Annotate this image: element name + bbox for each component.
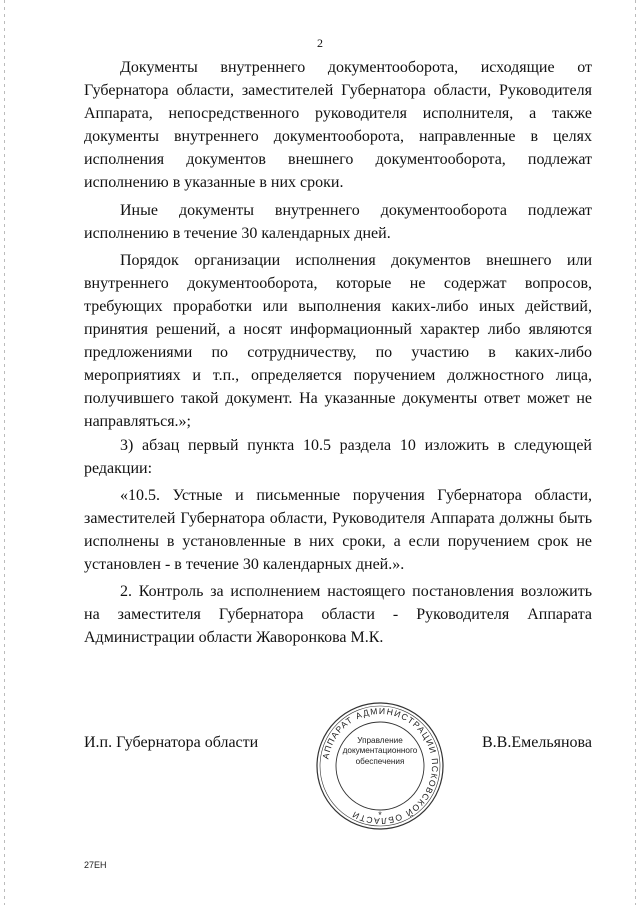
- stamp-center-line-1: Управление: [357, 736, 403, 745]
- paragraph-other-documents: Иные документы внутреннего документооборота подлежат исполнению в течение 30 календарных дней.: [84, 201, 592, 242]
- paragraph-clause-10-5: «10.5. Устные и письменные поручения Губернатора области, заместителей Губернатора области, Руководителя Аппарата должны быть исполнены в установленные в них сроки, а если поручением срок не установлен - в течение 30 календарных дней.».: [84, 486, 592, 573]
- paragraph-control: 2. Контроль за исполнением настоящего постановления возложить на заместителя Губернатора области - Руководителя Аппарата Администрации области Жаворонкова М.К.: [84, 583, 592, 647]
- official-stamp: [314, 700, 446, 832]
- document-body: [84, 56, 592, 649]
- stamp-star: *: [378, 810, 382, 820]
- page-number: 2: [317, 36, 323, 50]
- scan-edge-left: [4, 0, 5, 905]
- footer-code: 27ЕН: [84, 860, 107, 870]
- stamp-center-text: [338, 736, 422, 767]
- scan-edge-right: [635, 0, 636, 905]
- stamp-ring-text: АППАРАТ АДМИНИСТРАЦИИ ПСКОВСКОЙ ОБЛАСТИ: [320, 705, 441, 827]
- signatory-title: И.п. Губернатора области: [84, 734, 259, 751]
- paragraph-internal-documents: Документы внутреннего документооборота, исходящие от Губернатора области, заместителей Губернатора области, Руководителя Аппарата, непосредственного руководителя исполнителя, а также документы внутреннего документооборота, направленные в целях исполнения документов внешнего документооборота, подлежат исполнению в указанные в них сроки.: [84, 59, 592, 192]
- stamp-center-line-3: обеспечения: [355, 756, 405, 766]
- paragraph-execution-order: Порядок организации исполнения документов внешнего или внутреннего документооборота, которые не содержат вопросов, требующих проработки или выполнения каких-либо иных действий, принятия решений, а носят информационный характер либо являются предложениями по сотрудничеству, по участию в каких-либо мероприятиях и т.п., определяется поручением должностного лица, получившего такой документ. На указанные документы ответ может не направляться.»;: [84, 251, 592, 431]
- signatory-name: В.В.Емельянова: [482, 734, 592, 751]
- paragraph-amendment-3: 3) абзац первый пункта 10.5 раздела 10 изложить в следующей редакции:: [84, 436, 592, 477]
- stamp-center-line-2: документационного: [342, 746, 418, 756]
